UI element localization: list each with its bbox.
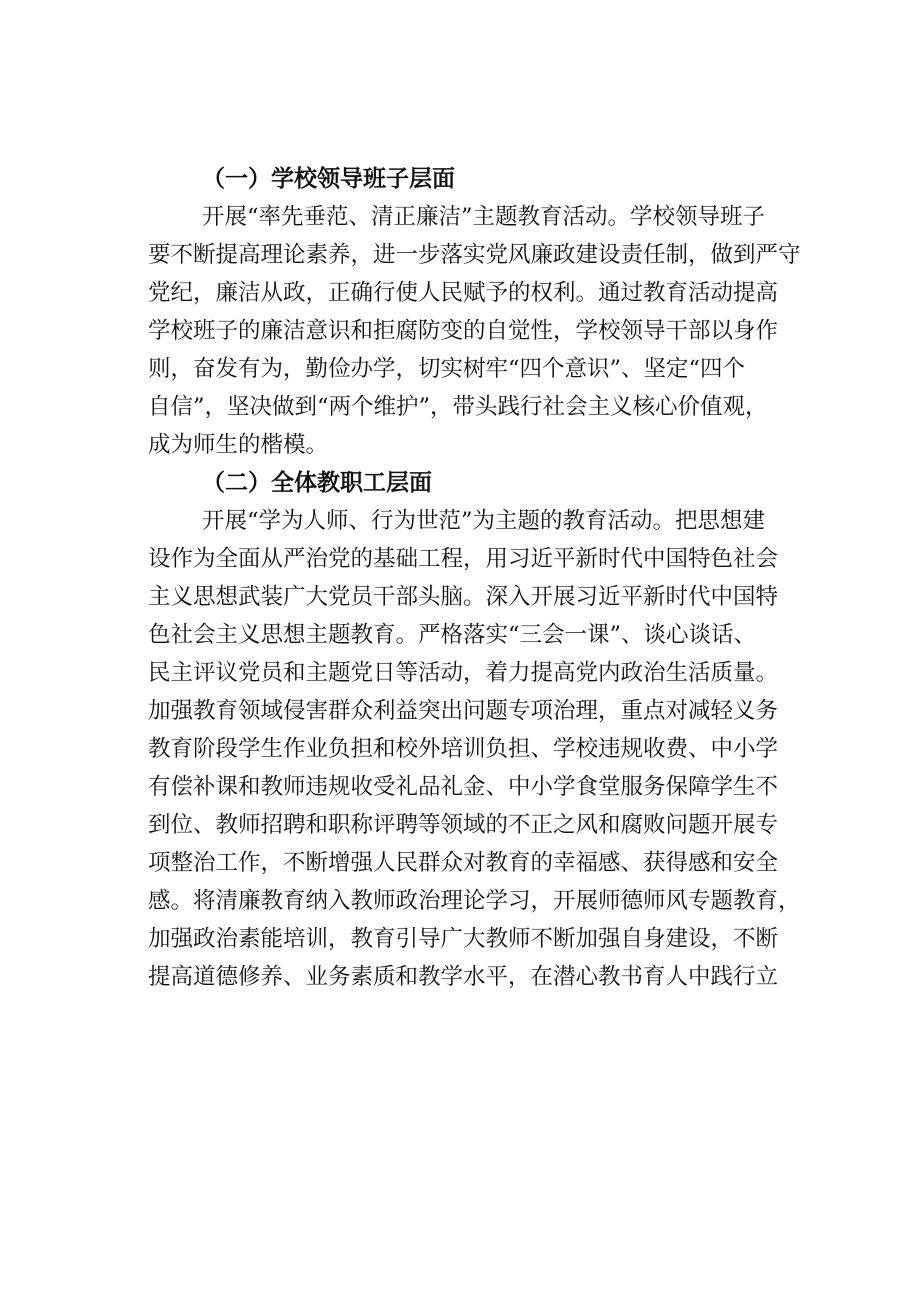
section-1-paragraph — [148, 198, 808, 464]
paragraph-line: 色社会主义思想主题教育。严格落实“三会一课”、谈心谈话、 — [148, 622, 757, 648]
paragraph-line: 到位、教师招聘和职称评聘等领域的不正之风和腐败问题开展专 — [148, 812, 779, 838]
paragraph-line: 教育阶段学生作业负担和校外培训负担、学校违规收费、中小学 — [148, 736, 779, 762]
section-heading-2: （二）全体教职工层面 — [202, 469, 432, 496]
paragraph-line: 民主评议党员和主题党日等活动，着力提高党内政治生活质量。 — [148, 660, 779, 686]
paragraph-line: 主义思想武装广大党员干部头脑。深入开展习近平新时代中国特 — [148, 584, 779, 610]
paragraph-line: 加强政治素能培训，教育引导广大教师不断加强自身建设，不断 — [148, 926, 779, 952]
paragraph-line: 有偿补课和教师违规收受礼品礼金、中小学食堂服务保障学生不 — [148, 774, 779, 800]
paragraph-line: 成为师生的楷模。 — [148, 432, 329, 458]
section-heading-1: （一）学校领导班子层面 — [202, 165, 455, 192]
document-body — [148, 160, 808, 996]
paragraph-line: 则，奋发有为，勤俭办学，切实树牢“四个意识”、坚定“四个 — [148, 356, 746, 382]
paragraph-line: 自信”，坚决做到“两个维护”，带头践行社会主义核心价值观， — [148, 394, 768, 420]
paragraph-line: 党纪，廉洁从政，正确行使人民赋予的权利。通过教育活动提高 — [148, 280, 779, 306]
paragraph-line: 开展“学为人师、行为世范”为主题的教育活动。把思想建 — [202, 508, 766, 534]
paragraph-line: 开展“率先垂范、清正廉洁”主题教育活动。学校领导班子 — [202, 204, 766, 230]
paragraph-line: 项整治工作，不断增强人民群众对教育的幸福感、获得感和安全 — [148, 850, 779, 876]
section-2-paragraph — [148, 502, 808, 996]
paragraph-line: 感。将清廉教育纳入教师政治理论学习，开展师德师风专题教育， — [148, 888, 801, 914]
paragraph-line: 提高道德修养、业务素质和教学水平，在潜心教书育人中践行立 — [148, 964, 779, 990]
paragraph-line: 设作为全面从严治党的基础工程，用习近平新时代中国特色社会 — [148, 546, 779, 572]
paragraph-line: 要不断提高理论素养，进一步落实党风廉政建设责任制，做到严守 — [148, 242, 801, 268]
paragraph-line: 加强教育领域侵害群众利益突出问题专项治理，重点对减轻义务 — [148, 698, 779, 724]
paragraph-line: 学校班子的廉洁意识和拒腐防变的自觉性，学校领导干部以身作 — [148, 318, 779, 344]
